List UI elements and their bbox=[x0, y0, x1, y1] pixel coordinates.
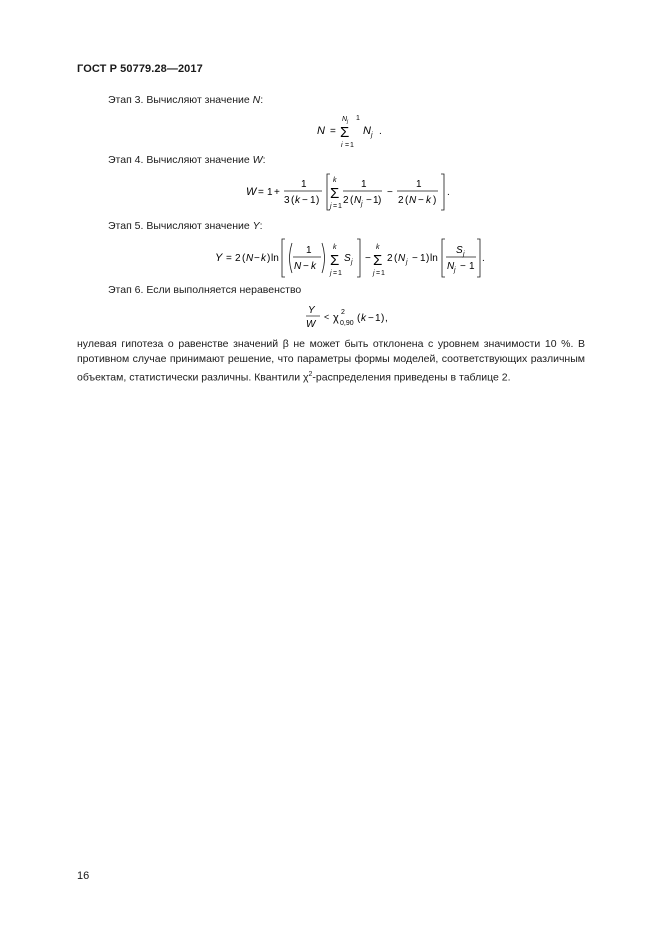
formula-n-lhs: N bbox=[317, 125, 325, 137]
formula-w-sum-j: j bbox=[330, 203, 332, 210]
formula-w-sum-one: 1 bbox=[338, 203, 342, 210]
svg-text:): ) bbox=[426, 253, 430, 264]
formula-w-sum-eq: = bbox=[333, 203, 338, 210]
inequality-chi-sub: 0,90 bbox=[340, 320, 354, 327]
formula-y-sum1-j: j bbox=[330, 270, 332, 277]
svg-text:(: ( bbox=[291, 195, 295, 206]
formula-y-frac2-den-minus: − bbox=[460, 261, 466, 272]
formula-w-frac3-den-N: N bbox=[409, 195, 417, 206]
formula-n-sigma: Σ bbox=[340, 124, 350, 141]
step-3-label: Этап 3. Вычисляют значение bbox=[108, 94, 253, 106]
formula-y-sum1-upper: k bbox=[333, 244, 337, 251]
inequality-k: k bbox=[361, 313, 366, 324]
step-5-label: Этап 5. Вычисляют значение bbox=[108, 220, 253, 232]
formula-w-frac1-den-k: k bbox=[295, 195, 300, 206]
inequality-minus: − bbox=[368, 313, 374, 324]
formula-w-frac2-den-2: 2 bbox=[343, 195, 349, 206]
inequality-chi: χ bbox=[333, 312, 339, 324]
svg-text:(: ( bbox=[405, 195, 409, 206]
formula-w-lhs: W bbox=[246, 186, 257, 198]
formula-y-k: k bbox=[261, 253, 266, 264]
formula-y-minus3: − bbox=[412, 253, 418, 264]
formula-y-sum2-j: j bbox=[373, 270, 375, 277]
formula-y-lhs: Y bbox=[215, 252, 223, 264]
formula-y-N: N bbox=[246, 253, 254, 264]
formula-w-plus: + bbox=[274, 187, 280, 198]
step-6-text bbox=[108, 284, 301, 296]
formula-y-one: 1 bbox=[420, 253, 426, 264]
step-4-var: W bbox=[252, 154, 263, 166]
formula-y-2: 2 bbox=[235, 253, 241, 264]
formula-n-lower-eq: = bbox=[345, 142, 350, 149]
svg-text:(: ( bbox=[357, 313, 361, 324]
formula-w-frac3-den-2: 2 bbox=[398, 195, 404, 206]
formula-n-period: . bbox=[379, 126, 382, 137]
inequality-comma: , bbox=[385, 313, 388, 324]
formula-n-lower-one: 1 bbox=[350, 142, 354, 149]
step-5-text bbox=[108, 220, 263, 232]
formula-y-minus2: − bbox=[365, 253, 371, 264]
step-6-label: Этап 6. Если выполняется неравенство bbox=[108, 284, 302, 296]
formula-y-sum2-upper: k bbox=[376, 244, 380, 251]
step-3-var: N bbox=[252, 94, 261, 106]
formula-y-ln2: ln bbox=[430, 253, 438, 264]
formula-w-frac1-den-3: 3 bbox=[284, 195, 290, 206]
svg-text:): ) bbox=[381, 313, 385, 324]
formula-w-minus: − bbox=[387, 187, 393, 198]
formula-w-frac1-num: 1 bbox=[301, 179, 307, 190]
formula-w-frac3-den-k: k bbox=[426, 195, 431, 206]
step-4-label: Этап 4. Вычисляют значение bbox=[108, 154, 253, 166]
formula-w-period: . bbox=[447, 187, 450, 198]
formula-w-frac2-den-one: 1 bbox=[373, 195, 379, 206]
formula-n-upper-N: N bbox=[342, 116, 348, 123]
formula-w-frac3-den-minus: − bbox=[418, 195, 424, 206]
formula-w-frac2-den-minus: − bbox=[366, 195, 372, 206]
formula-y-frac2-den-N: N bbox=[447, 261, 455, 272]
formula-n-eq: = bbox=[330, 126, 336, 137]
inequality-W: W bbox=[306, 319, 316, 330]
formula-y-frac1-num: 1 bbox=[306, 245, 312, 256]
paragraph-chi: χ bbox=[303, 371, 309, 384]
formula-w-sum-upper: k bbox=[333, 177, 337, 184]
step-5-var: Y bbox=[252, 220, 260, 232]
formula-w-frac2-den-j: j bbox=[361, 201, 363, 208]
formula-y-ln1: ln bbox=[271, 253, 279, 264]
formula-y-frac2-num-S: S bbox=[456, 245, 463, 256]
formula-y bbox=[214, 236, 486, 280]
formula-w-frac1-den-minus: − bbox=[302, 195, 308, 206]
formula-n-term-N: N bbox=[363, 125, 371, 137]
svg-text:(: ( bbox=[394, 253, 398, 264]
inequality-one: 1 bbox=[375, 313, 381, 324]
formula-w-sigma: Σ bbox=[330, 185, 340, 202]
paragraph-part1: нулевая гипотеза о равенстве значений β не может быть отклонена с уровнем значимости 10 %. В противном случае принимают решение, что параметры формы моделей, соответствующих различным объектам, статистически различны. Квантили bbox=[77, 338, 585, 384]
formula-y-sum2-eq: = bbox=[376, 270, 381, 277]
paragraph-chi-sup: 2 bbox=[308, 371, 313, 379]
formula-y-frac2-den-one: 1 bbox=[469, 261, 475, 272]
inequality-lt: < bbox=[324, 312, 330, 322]
formula-y-frac2-den-j: j bbox=[454, 267, 456, 274]
formula-w bbox=[244, 171, 454, 213]
formula-y-Nj-j: j bbox=[406, 259, 408, 266]
page-number: 16 bbox=[77, 870, 90, 882]
formula-y-frac2-num-j: j bbox=[463, 251, 465, 258]
step-5-suffix: : bbox=[259, 220, 263, 232]
formula-w-frac3-num: 1 bbox=[416, 179, 422, 190]
formula-w-one: 1 bbox=[267, 187, 273, 198]
formula-y-Nj: N bbox=[398, 253, 406, 264]
step-3-suffix: : bbox=[260, 94, 264, 106]
inequality-Y: Y bbox=[308, 305, 315, 316]
formula-inequality bbox=[304, 301, 394, 335]
formula-w-frac2-num: 1 bbox=[361, 179, 367, 190]
formula-n-term-j: j bbox=[371, 132, 373, 139]
formula-y-frac1-den-k: k bbox=[311, 261, 316, 272]
svg-text:): ) bbox=[316, 195, 320, 206]
document-header: ГОСТ Р 50779.28—2017 bbox=[77, 63, 203, 75]
formula-y-S1-j: j bbox=[351, 259, 353, 266]
paragraph-part2: -распределения приведены в таблице 2. bbox=[312, 371, 511, 384]
formula-y-frac1-den-minus: − bbox=[303, 261, 309, 272]
formula-n-upper-one: 1 bbox=[356, 115, 360, 122]
formula-y-2b: 2 bbox=[387, 253, 393, 264]
svg-text:): ) bbox=[433, 195, 437, 206]
formula-y-sigma2: Σ bbox=[373, 252, 383, 269]
formula-y-eq: = bbox=[226, 253, 232, 264]
formula-w-frac1-den-one: 1 bbox=[310, 195, 316, 206]
formula-y-sigma1: Σ bbox=[330, 252, 340, 269]
formula-y-frac1-den-N: N bbox=[294, 261, 302, 272]
formula-y-minus1: − bbox=[254, 253, 260, 264]
svg-text:(: ( bbox=[350, 195, 354, 206]
formula-y-sum1-one: 1 bbox=[338, 270, 342, 277]
formula-y-sum1-eq: = bbox=[333, 270, 338, 277]
step-3-text bbox=[108, 94, 263, 106]
conclusion-paragraph bbox=[77, 337, 585, 386]
formula-n-upper-j: j bbox=[347, 119, 349, 125]
svg-text:(: ( bbox=[242, 253, 246, 264]
step-4-suffix: : bbox=[262, 154, 266, 166]
formula-y-period: . bbox=[482, 253, 485, 264]
formula-y-S1: S bbox=[344, 253, 351, 264]
formula-w-eq: = bbox=[258, 187, 264, 198]
svg-text:): ) bbox=[267, 253, 271, 264]
formula-w-frac2-den-N: N bbox=[354, 195, 362, 206]
svg-text:): ) bbox=[378, 195, 382, 206]
formula-y-sum2-one: 1 bbox=[381, 270, 385, 277]
formula-n bbox=[312, 112, 392, 156]
step-4-text bbox=[108, 154, 265, 166]
inequality-chi-sup: 2 bbox=[341, 309, 345, 316]
formula-n-lower-i: i bbox=[341, 142, 343, 149]
